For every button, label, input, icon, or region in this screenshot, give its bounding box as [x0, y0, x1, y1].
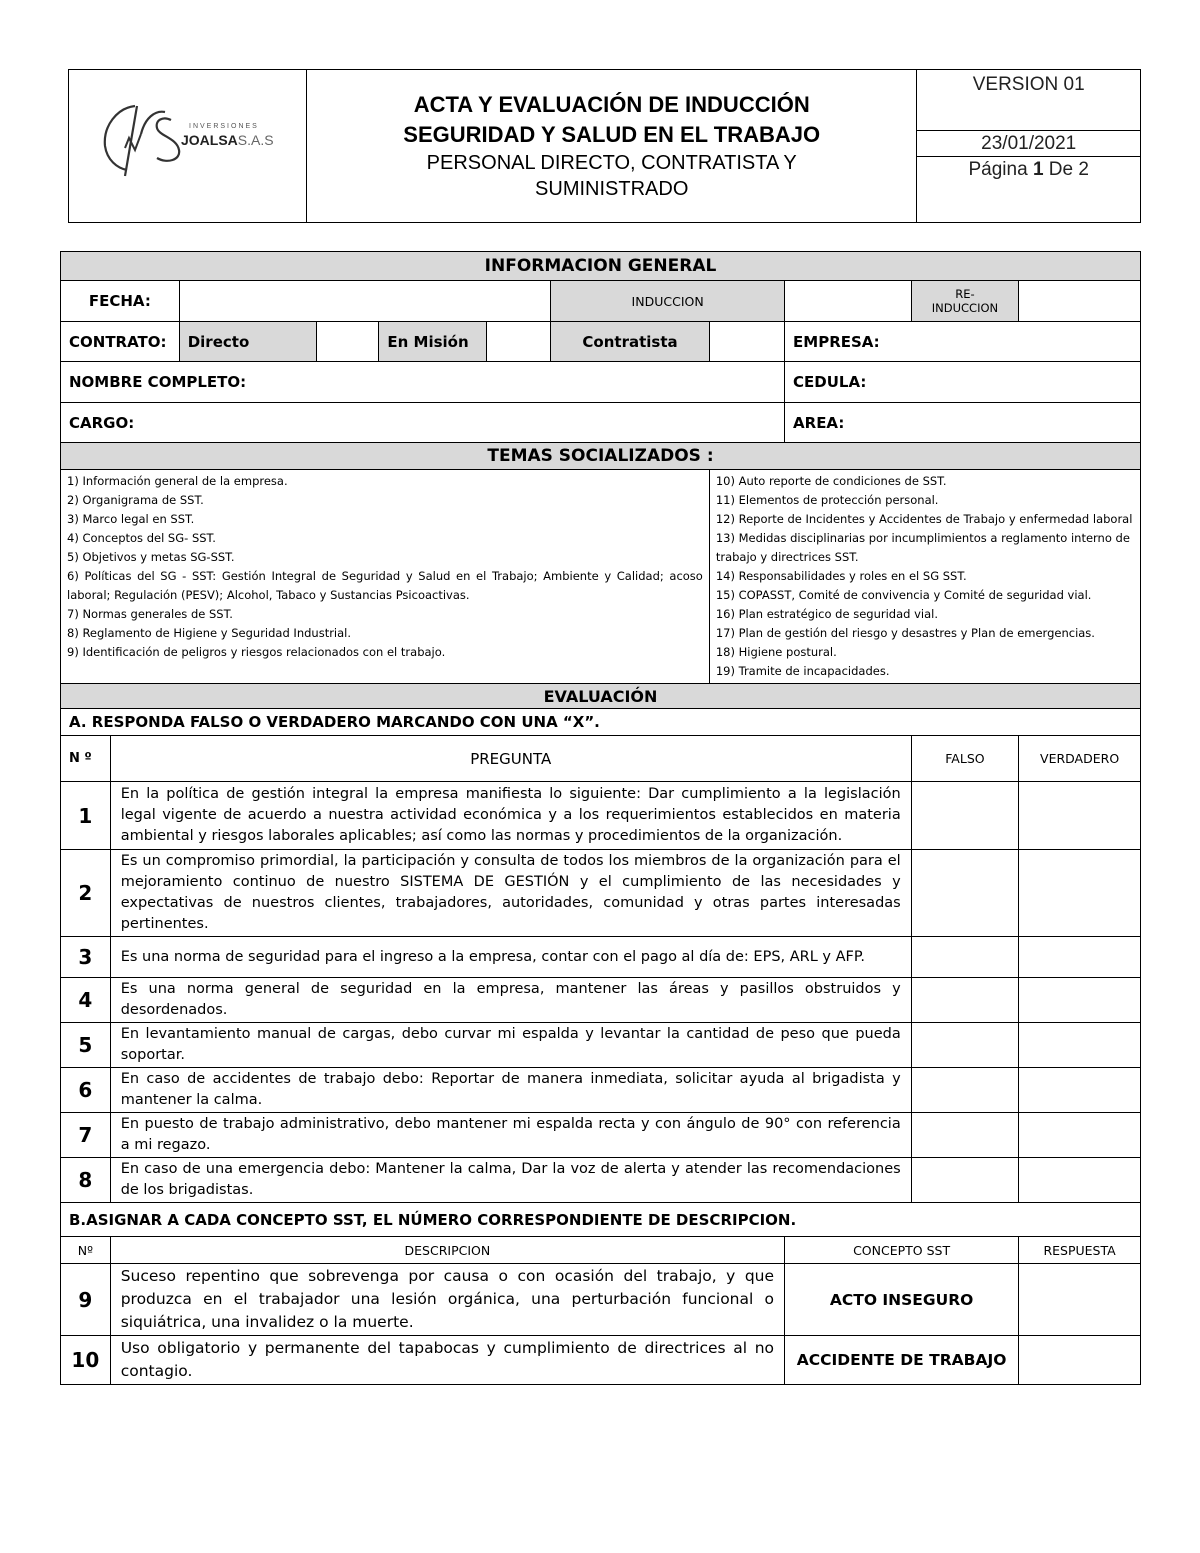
empresa-label: EMPRESA: — [793, 332, 880, 351]
logo-wordmark — [181, 132, 274, 148]
logo-brand: JOALSA — [181, 132, 238, 148]
temas-right-column — [709, 470, 1140, 684]
falso-answer-cell[interactable] — [911, 782, 1018, 850]
tema-item: 18) Higiene postural. — [715, 645, 837, 659]
nombre-field[interactable] — [61, 362, 785, 403]
falso-answer-cell[interactable] — [911, 1158, 1018, 1203]
page-number: 1 — [1032, 159, 1044, 180]
general-info-header: INFORMACION GENERAL — [61, 252, 1141, 281]
item-b-text: Uso obligatorio y permanente del tapabocas y cumplimiento de directrices al no contagio. — [110, 1336, 784, 1385]
tema-item: 13) Medidas disciplinarias por incumplimientos a reglamento interno de trabajo y directrices SST. — [715, 531, 1130, 564]
page-number-cell — [917, 157, 1141, 223]
question-number: 1 — [61, 782, 111, 850]
cedula-label: CEDULA: — [793, 373, 867, 391]
verdadero-answer-cell[interactable] — [1019, 1023, 1141, 1068]
item-b-answer-cell[interactable] — [1019, 1264, 1141, 1336]
logo-small-text: INVERSIONES — [189, 123, 259, 130]
evaluacion-header: EVALUACIÓN — [61, 684, 1141, 709]
verdadero-answer-cell[interactable] — [1019, 1113, 1141, 1158]
page-suffix: De 2 — [1043, 159, 1089, 180]
verdadero-answer-cell[interactable] — [1019, 850, 1141, 937]
induccion-field[interactable] — [785, 281, 912, 322]
empresa-field[interactable] — [785, 322, 1141, 362]
falso-answer-cell[interactable] — [911, 937, 1018, 978]
question-text: En levantamiento manual de cargas, debo curvar mi espalda y levantar la cantidad de peso que pueda soportar. — [110, 1023, 911, 1068]
en-mision-field[interactable] — [486, 322, 550, 362]
induccion-label: INDUCCION — [551, 281, 785, 322]
question-text: Es una norma general de seguridad en la empresa, mantener las áreas y pasillos obstruidos y desordenados. — [110, 978, 911, 1023]
verdadero-answer-cell[interactable] — [1019, 1158, 1141, 1203]
tema-item: 4) Conceptos del SG- SST. — [67, 531, 216, 545]
date-cell: 23/01/2021 — [917, 131, 1141, 157]
contrato-label: CONTRATO: — [61, 322, 180, 362]
question-text: En caso de accidentes de trabajo debo: Reportar de manera inmediata, solicitar ayuda al brigadista y mantener la calma. — [110, 1068, 911, 1113]
doc-title-line2: SEGURIDAD Y SALUD EN EL TRABAJO — [403, 122, 821, 147]
question-number: 5 — [61, 1023, 111, 1068]
item-b-number: 10 — [61, 1336, 111, 1385]
col-b-no-header: Nº — [61, 1237, 111, 1264]
tema-item: 10) Auto reporte de condiciones de SST. — [715, 474, 947, 488]
verdadero-answer-cell[interactable] — [1019, 937, 1141, 978]
falso-answer-cell[interactable] — [911, 1113, 1018, 1158]
item-b-concept: ACCIDENTE DE TRABAJO — [785, 1336, 1019, 1385]
item-b-answer-cell[interactable] — [1019, 1336, 1141, 1385]
question-number: 2 — [61, 850, 111, 937]
tema-item: 3) Marco legal en SST. — [67, 512, 195, 526]
tema-item: 12) Reporte de Incidentes y Accidentes de Trabajo y enfermedad laboral — [715, 512, 1133, 526]
area-label: AREA: — [793, 413, 845, 432]
tema-item: 16) Plan estratégico de seguridad vial. — [715, 607, 938, 621]
reinduccion-text: RE-INDUCCION — [931, 287, 999, 315]
doc-title-line1: ACTA Y EVALUACIÓN DE INDUCCIÓN — [413, 92, 810, 117]
col-pregunta-header: PREGUNTA — [110, 736, 911, 782]
col-b-desc-header: DESCRIPCION — [110, 1237, 784, 1264]
question-number: 3 — [61, 937, 111, 978]
falso-answer-cell[interactable] — [911, 850, 1018, 937]
tema-item: 5) Objetivos y metas SG-SST. — [67, 550, 235, 564]
nombre-label: NOMBRE COMPLETO: — [69, 373, 247, 391]
tema-item: 19) Tramite de incapacidades. — [715, 664, 890, 678]
verdadero-answer-cell[interactable] — [1019, 1068, 1141, 1113]
item-b-concept: ACTO INSEGURO — [785, 1264, 1019, 1336]
question-text: Es un compromiso primordial, la participación y consulta de todos los miembros de la organización para el mejoramiento continuo de nuestro SISTEMA DE GESTIÓN y el cumplimiento de las necesidades y expectativas de nuestros clientes, trabajadores, autoridades, comunidad y otras partes interesadas pertinentes. — [110, 850, 911, 937]
question-number: 8 — [61, 1158, 111, 1203]
question-text: En la política de gestión integral la empresa manifiesta lo siguiente: Dar cumplimiento a la legislación legal vigente de acuerdo a nuestra actividad económica y a los requerimientos establecidos en materia ambiental y riesgos laborales aplicables; así como las normas y procedimientos de la organización. — [110, 782, 911, 850]
version-cell: VERSION 01 — [917, 70, 1141, 131]
en-mision-label: En Misión — [379, 322, 487, 362]
area-field[interactable] — [785, 403, 1141, 443]
verdadero-answer-cell[interactable] — [1019, 782, 1141, 850]
doc-subtitle-line1: PERSONAL DIRECTO, CONTRATISTA Y — [426, 152, 797, 174]
question-number: 7 — [61, 1113, 111, 1158]
temas-header: TEMAS SOCIALIZADOS : — [61, 443, 1141, 470]
col-b-resp-header: RESPUESTA — [1019, 1237, 1141, 1264]
cedula-field[interactable] — [785, 362, 1141, 403]
fecha-label: FECHA: — [61, 281, 180, 322]
tema-item: 2) Organigrama de SST. — [67, 493, 204, 507]
document-header — [68, 69, 1141, 223]
col-b-concept-header: CONCEPTO SST — [785, 1237, 1019, 1264]
fecha-field[interactable] — [179, 281, 551, 322]
contratista-field[interactable] — [709, 322, 784, 362]
verdadero-answer-cell[interactable] — [1019, 978, 1141, 1023]
falso-answer-cell[interactable] — [911, 978, 1018, 1023]
tema-item: 1) Información general de la empresa. — [67, 474, 288, 488]
reinduccion-field[interactable] — [1019, 281, 1141, 322]
question-text: Es una norma de seguridad para el ingreso a la empresa, contar con el pago al día de: EPS, ARL y AFP. — [110, 937, 911, 978]
tema-item: 7) Normas generales de SST. — [67, 607, 233, 621]
falso-answer-cell[interactable] — [911, 1068, 1018, 1113]
doc-subtitle-line2: SUMINISTRADO — [535, 178, 689, 200]
tema-item: 11) Elementos de protección personal. — [715, 493, 939, 507]
question-text: En caso de una emergencia debo: Mantener la calma, Dar la voz de alerta y atender las recomendaciones de los brigadistas. — [110, 1158, 911, 1203]
tema-item: 6) Políticas del SG - SST: Gestión Integral de Seguridad y Salud en el Trabajo; Ambiente y Calidad; acoso laboral; Regulación (PESV); Alcohol, Tabaco y Sustancias Psicoactivas. — [67, 569, 703, 602]
logo-suffix: S.A.S — [237, 132, 274, 148]
directo-field[interactable] — [316, 322, 379, 362]
cargo-label: CARGO: — [69, 413, 135, 432]
question-number: 4 — [61, 978, 111, 1023]
cargo-field[interactable] — [61, 403, 785, 443]
question-number: 6 — [61, 1068, 111, 1113]
col-no-header: N º — [61, 736, 111, 782]
col-verdadero-header: VERDADERO — [1019, 736, 1141, 782]
temas-left-column — [61, 470, 710, 684]
company-logo — [69, 70, 306, 222]
item-b-text: Suceso repentino que sobrevenga por causa o con ocasión del trabajo, y que produzca en el trabajador una lesión orgánica, una perturbación funcional o siquiátrica, una invalidez o la muerte. — [110, 1264, 784, 1336]
item-b-number: 9 — [61, 1264, 111, 1336]
induction-form — [60, 251, 1141, 1385]
title-cell — [307, 70, 917, 223]
tema-item: 9) Identificación de peligros y riesgos relacionados con el trabajo. — [67, 645, 446, 659]
page-prefix: Página — [968, 159, 1033, 180]
tema-item: 17) Plan de gestión del riesgo y desastres y Plan de emergencias. — [715, 626, 1095, 640]
reinduccion-label — [911, 281, 1018, 322]
question-text: En puesto de trabajo administrativo, debo mantener mi espalda recta y con ángulo de 90° con referencia a mi regazo. — [110, 1113, 911, 1158]
tema-item: 15) COPASST, Comité de convivencia y Comité de seguridad vial. — [715, 588, 1092, 602]
part-a-title: A. RESPONDA FALSO O VERDADERO MARCANDO CON UNA “X”. — [61, 709, 1141, 736]
directo-label: Directo — [179, 322, 316, 362]
tema-item: 14) Responsabilidades y roles en el SG SST. — [715, 569, 967, 583]
logo-cell — [69, 70, 307, 223]
col-falso-header: FALSO — [911, 736, 1018, 782]
contratista-label: Contratista — [551, 322, 710, 362]
part-b-title: B.ASIGNAR A CADA CONCEPTO SST, EL NÚMERO CORRESPONDIENTE DE DESCRIPCION. — [61, 1203, 1141, 1237]
falso-answer-cell[interactable] — [911, 1023, 1018, 1068]
tema-item: 8) Reglamento de Higiene y Seguridad Industrial. — [67, 626, 352, 640]
